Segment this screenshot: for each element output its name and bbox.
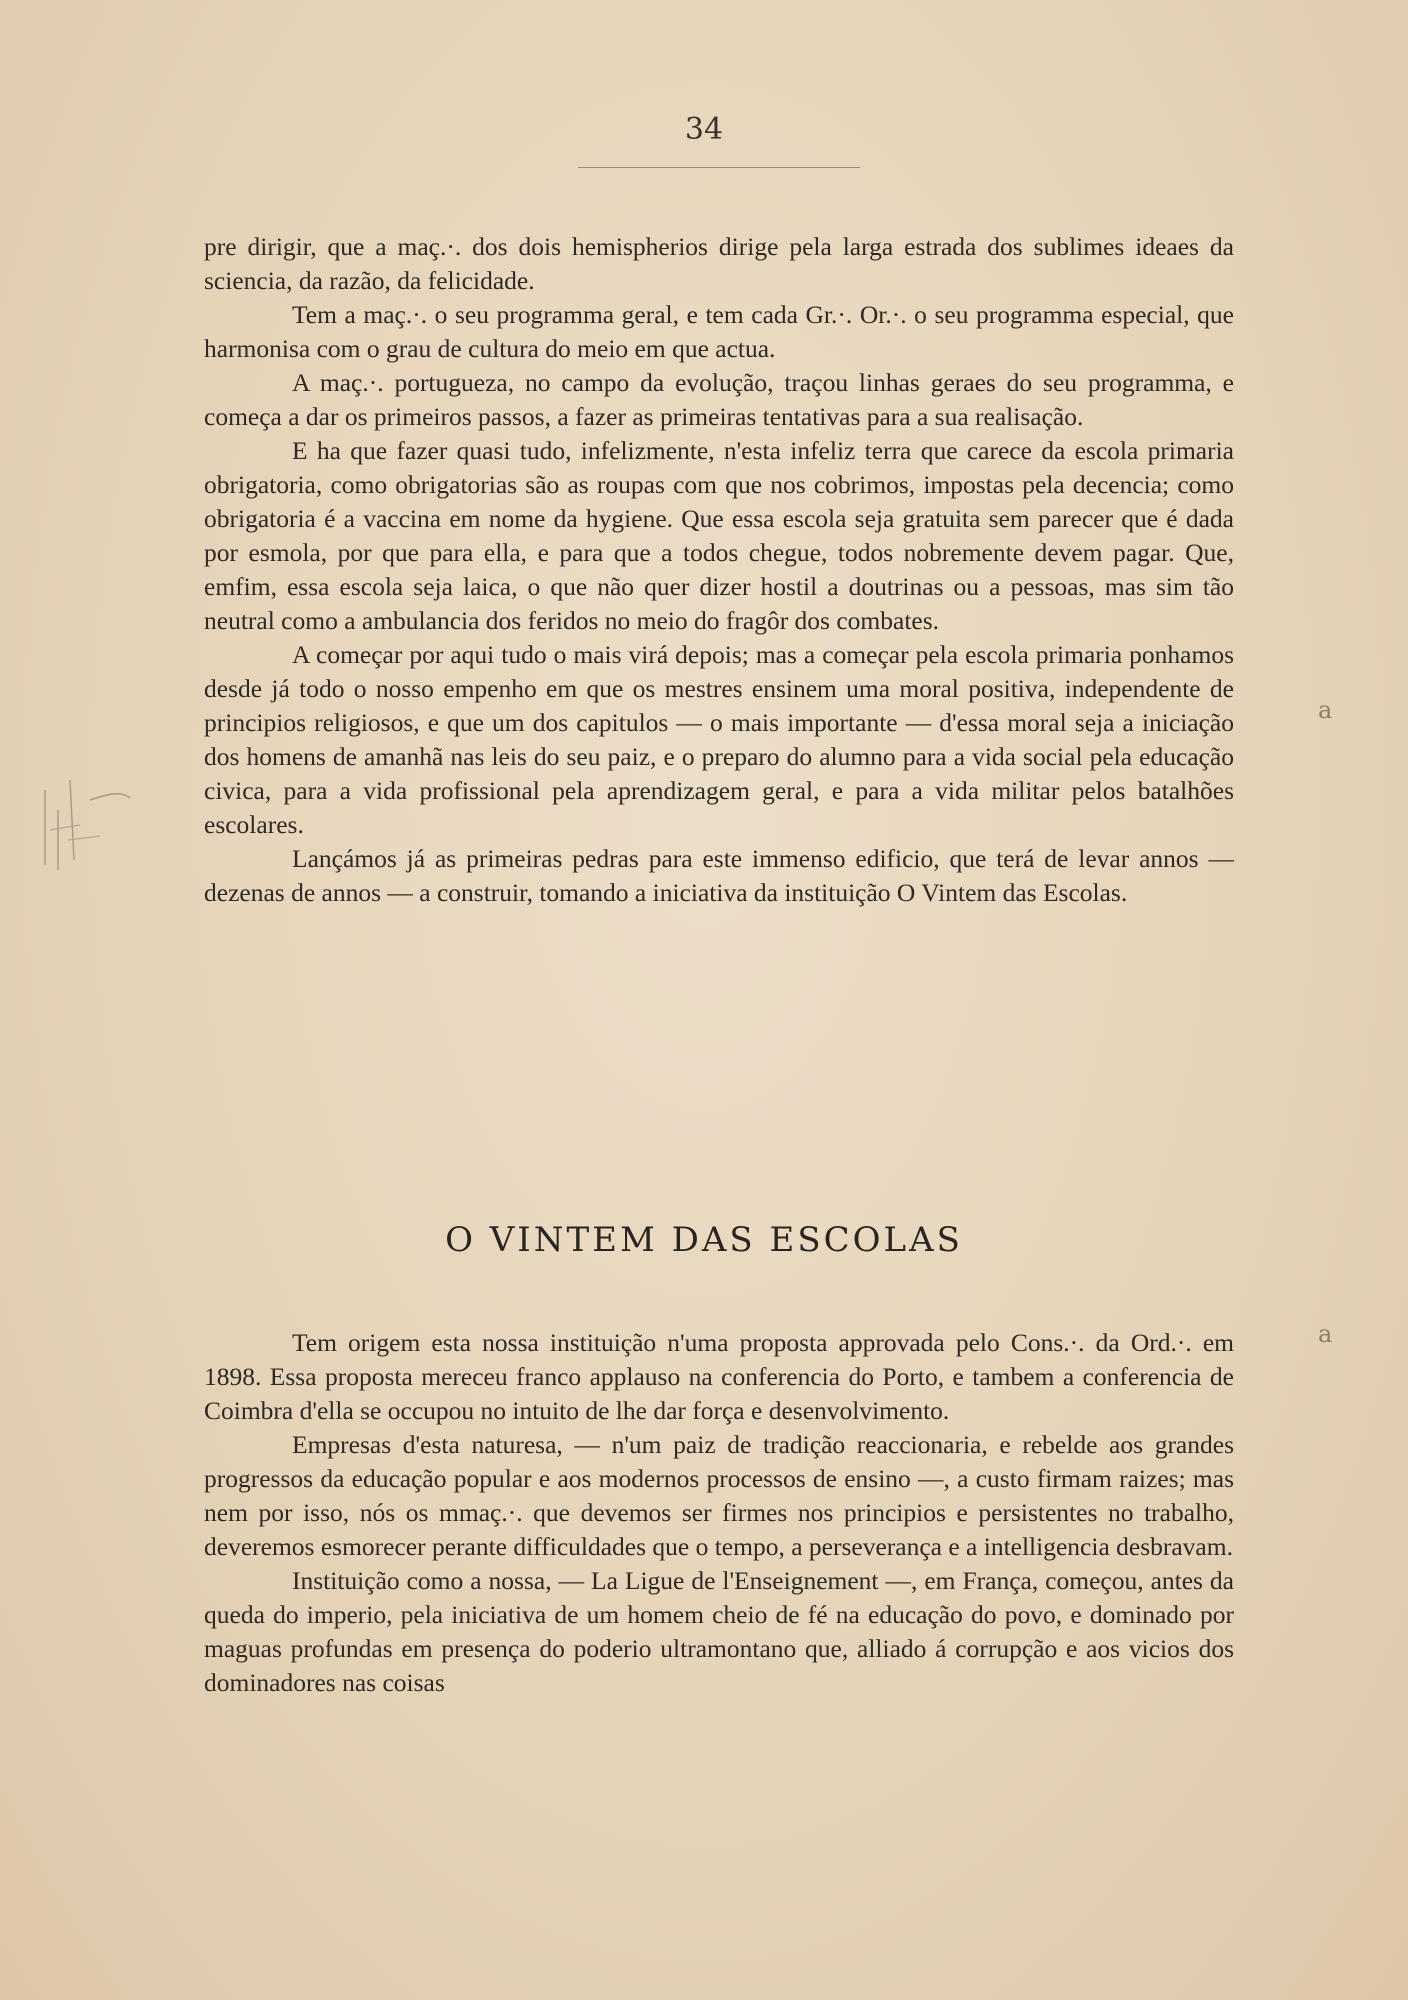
paragraph: Instituição como a nossa, — La Ligue de l'Enseignement —, em França, começou, antes da queda do imperio, pela iniciativa de um homem cheio de fé na educação do povo, e dominado por maguas profundas em presença do poderio ultramontano que, alliado á corrupção e aos vicios dos dominadores nas coisas bbox=[204, 1566, 1234, 1697]
section-one bbox=[204, 230, 1234, 910]
paragraph: Tem origem esta nossa instituição n'uma proposta approvada pelo Cons.·. da Ord.·. em 1898. Essa proposta mereceu franco applauso na conferencia do Porto, e tambem a conferencia de Coimbra d'ella se occupou no intuito de lhe dar força e desenvolvimento. bbox=[204, 1328, 1234, 1425]
margin-mark: a bbox=[1318, 1320, 1333, 1348]
pencil-annotation-icon bbox=[30, 770, 140, 880]
paragraph: pre dirigir, que a maç.·. dos dois hemispherios dirige pela larga estrada dos sublimes ideaes da sciencia, da razão, da felicidade. bbox=[204, 232, 1234, 295]
section-two bbox=[204, 1326, 1234, 1700]
paragraph: A maç.·. portugueza, no campo da evolução, traçou linhas geraes do seu programma, e começa a dar os primeiros passos, a fazer as primeiras tentativas para a sua realisação. bbox=[204, 368, 1234, 431]
paragraph: E ha que fazer quasi tudo, infelizmente, n'esta infeliz terra que carece da escola primaria obrigatoria, como obrigatorias são as roupas com que nos cobrimos, impostas pela decencia; como obrigatoria é a vaccina em nome da hygiene. Que essa escola seja gratuita sem parecer que é dada por esmola, por que para ella, e para que a todos chegue, todos nobremente devem pagar. Que, emfim, essa escola seja laica, o que não quer dizer hostil a doutrinas ou a pessoas, mas sim tão neutral como a ambulancia dos feridos no meio do fragôr dos combates. bbox=[204, 436, 1234, 635]
paragraph: Lançámos já as primeiras pedras para este immenso edificio, que terá de levar annos — dezenas de annos — a construir, tomando a iniciativa da instituição O Vintem das Escolas. bbox=[204, 844, 1234, 907]
paragraph: Tem a maç.·. o seu programma geral, e tem cada Gr.·. Or.·. o seu programma especial, que harmonisa com o grau de cultura do meio em que actua. bbox=[204, 300, 1234, 363]
paragraph: A começar por aqui tudo o mais virá depois; mas a começar pela escola primaria ponhamos desde já todo o nosso empenho em que os mestres ensinem uma moral positiva, independente de principios religiosos, e que um dos capitulos — o mais importante — d'essa moral seja a iniciação dos homens de amanhã nas leis do seu paiz, e o preparo do alumno para a vida social pela educação civica, para a vida profissional pela aprendizagem geral, e para a vida militar pelos batalhões escolares. bbox=[204, 640, 1234, 839]
margin-mark: a bbox=[1318, 696, 1333, 724]
header-rule bbox=[578, 167, 860, 168]
page-number: 34 bbox=[684, 112, 724, 147]
section-heading: O VINTEM DAS ESCOLAS bbox=[445, 1220, 963, 1260]
paragraph: Empresas d'esta naturesa, — n'um paiz de tradição reaccionaria, e rebelde aos grandes progressos da educação popular e aos modernos processos de ensino —, a custo firmam raizes; mas nem por isso, nós os mmaç.·. que devemos ser firmes nos principios e persistentes no trabalho, deveremos esmorecer perante difficuldades que o tempo, a perseverança e a intelligencia desbravam. bbox=[204, 1430, 1234, 1561]
